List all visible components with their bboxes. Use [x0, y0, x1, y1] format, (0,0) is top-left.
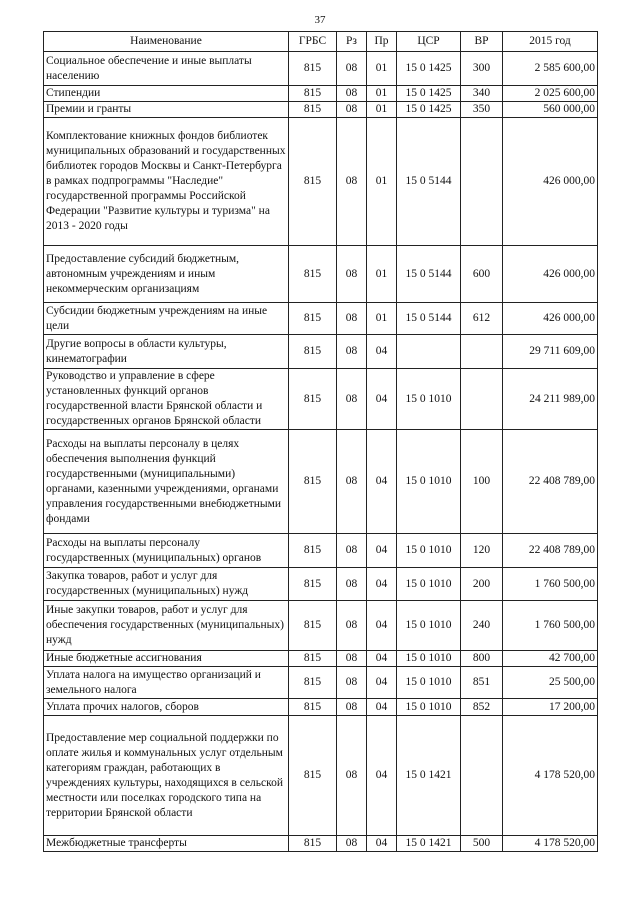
row-csr-cell: 15 0 1425	[397, 102, 461, 118]
page-number: 37	[314, 14, 326, 26]
row-csr-cell: 15 0 5144	[397, 303, 461, 335]
table-row	[44, 102, 598, 118]
row-sum-cell: 426 000,00	[503, 246, 598, 303]
row-grbs-cell: 815	[289, 303, 337, 335]
row-name-cell: Расходы на выплаты персоналу государственных (муниципальных) органов	[44, 534, 289, 568]
row-pr-cell: 01	[367, 118, 397, 246]
row-rz-cell: 08	[337, 246, 367, 303]
row-sum-cell: 42 700,00	[503, 651, 598, 667]
row-rz-cell: 08	[337, 335, 367, 369]
table-row	[44, 369, 598, 430]
table-row	[44, 86, 598, 102]
row-sum-cell: 2 025 600,00	[503, 86, 598, 102]
row-grbs-cell: 815	[289, 335, 337, 369]
row-vr-cell	[461, 369, 503, 430]
row-name-cell: Премии и гранты	[44, 102, 289, 118]
row-vr-cell: 120	[461, 534, 503, 568]
row-name-cell: Уплата налога на имущество организаций и земельного налога	[44, 667, 289, 699]
row-sum-cell: 4 178 520,00	[503, 716, 598, 836]
row-name-cell: Расходы на выплаты персоналу в целях обеспечения выполнения функций государственными (муниципальными) органами, казенными учреждениями, органами управления государственными внебюджетными фондами	[44, 430, 289, 534]
row-csr-cell: 15 0 1010	[397, 534, 461, 568]
row-rz-cell: 08	[337, 699, 367, 716]
row-vr-cell: 852	[461, 699, 503, 716]
table-row	[44, 601, 598, 651]
row-sum-cell: 1 760 500,00	[503, 568, 598, 601]
row-sum-cell: 22 408 789,00	[503, 430, 598, 534]
row-pr-cell: 01	[367, 246, 397, 303]
row-vr-cell	[461, 335, 503, 369]
row-rz-cell: 08	[337, 303, 367, 335]
row-vr-cell: 500	[461, 836, 503, 852]
row-vr-cell: 600	[461, 246, 503, 303]
row-sum-cell: 24 211 989,00	[503, 369, 598, 430]
row-grbs-cell: 815	[289, 102, 337, 118]
row-pr-cell: 01	[367, 303, 397, 335]
row-name-cell: Другие вопросы в области культуры, кинематографии	[44, 335, 289, 369]
row-vr-cell: 100	[461, 430, 503, 534]
row-pr-cell: 04	[367, 699, 397, 716]
row-csr-cell: 15 0 1421	[397, 836, 461, 852]
row-pr-cell: 04	[367, 568, 397, 601]
row-sum-cell: 1 760 500,00	[503, 601, 598, 651]
row-csr-cell: 15 0 1010	[397, 699, 461, 716]
table-row	[44, 568, 598, 601]
row-csr-cell: 15 0 5144	[397, 118, 461, 246]
row-csr-cell	[397, 335, 461, 369]
row-pr-cell: 04	[367, 369, 397, 430]
row-vr-cell: 300	[461, 52, 503, 86]
row-name-cell: Иные бюджетные ассигнования	[44, 651, 289, 667]
row-rz-cell: 08	[337, 836, 367, 852]
row-sum-cell: 426 000,00	[503, 303, 598, 335]
row-grbs-cell: 815	[289, 716, 337, 836]
row-pr-cell: 04	[367, 335, 397, 369]
row-pr-cell: 01	[367, 102, 397, 118]
row-name-cell: Стипендии	[44, 86, 289, 102]
row-name-cell: Межбюджетные трансферты	[44, 836, 289, 852]
row-pr-cell: 01	[367, 86, 397, 102]
row-sum-cell: 426 000,00	[503, 118, 598, 246]
row-rz-cell: 08	[337, 369, 367, 430]
table-row	[44, 303, 598, 335]
row-sum-cell: 4 178 520,00	[503, 836, 598, 852]
header-rz: Рз	[337, 32, 367, 52]
row-grbs-cell: 815	[289, 601, 337, 651]
table-row	[44, 534, 598, 568]
row-rz-cell: 08	[337, 716, 367, 836]
row-vr-cell: 350	[461, 102, 503, 118]
table-row	[44, 716, 598, 836]
row-grbs-cell: 815	[289, 430, 337, 534]
row-rz-cell: 08	[337, 601, 367, 651]
row-csr-cell: 15 0 1010	[397, 667, 461, 699]
row-rz-cell: 08	[337, 651, 367, 667]
row-name-cell: Иные закупки товаров, работ и услуг для обеспечения государственных (муниципальных) нужд	[44, 601, 289, 651]
row-csr-cell: 15 0 1010	[397, 430, 461, 534]
row-pr-cell: 04	[367, 836, 397, 852]
row-rz-cell: 08	[337, 534, 367, 568]
row-vr-cell: 612	[461, 303, 503, 335]
header-name: Наименование	[44, 32, 289, 52]
row-vr-cell: 240	[461, 601, 503, 651]
row-rz-cell: 08	[337, 568, 367, 601]
row-rz-cell: 08	[337, 86, 367, 102]
row-name-cell: Уплата прочих налогов, сборов	[44, 699, 289, 716]
table-row	[44, 651, 598, 667]
row-grbs-cell: 815	[289, 568, 337, 601]
row-sum-cell: 560 000,00	[503, 102, 598, 118]
table-row	[44, 52, 598, 86]
table-row	[44, 836, 598, 852]
row-pr-cell: 04	[367, 716, 397, 836]
row-grbs-cell: 815	[289, 52, 337, 86]
table-row	[44, 335, 598, 369]
row-grbs-cell: 815	[289, 246, 337, 303]
row-pr-cell: 04	[367, 667, 397, 699]
row-name-cell: Предоставление субсидий бюджетным, автономным учреждениям и иным некоммерческим организациям	[44, 246, 289, 303]
table-header-row	[44, 32, 598, 52]
row-csr-cell: 15 0 1421	[397, 716, 461, 836]
row-pr-cell: 01	[367, 52, 397, 86]
row-grbs-cell: 815	[289, 86, 337, 102]
row-vr-cell: 200	[461, 568, 503, 601]
row-name-cell: Руководство и управление в сфере установленных функций органов государственной власти Брянской области и государственных органов Брянской области	[44, 369, 289, 430]
row-csr-cell: 15 0 1010	[397, 568, 461, 601]
table-row	[44, 667, 598, 699]
row-pr-cell: 04	[367, 534, 397, 568]
header-grbs: ГРБС	[289, 32, 337, 52]
table-row	[44, 118, 598, 246]
row-csr-cell: 15 0 5144	[397, 246, 461, 303]
row-name-cell: Субсидии бюджетным учреждениям на иные цели	[44, 303, 289, 335]
row-rz-cell: 08	[337, 52, 367, 86]
row-vr-cell: 340	[461, 86, 503, 102]
row-vr-cell: 851	[461, 667, 503, 699]
header-pr: Пр	[367, 32, 397, 52]
row-csr-cell: 15 0 1425	[397, 86, 461, 102]
row-pr-cell: 04	[367, 601, 397, 651]
row-csr-cell: 15 0 1010	[397, 601, 461, 651]
row-pr-cell: 04	[367, 651, 397, 667]
table-row	[44, 246, 598, 303]
row-grbs-cell: 815	[289, 534, 337, 568]
row-vr-cell	[461, 716, 503, 836]
row-grbs-cell: 815	[289, 667, 337, 699]
row-rz-cell: 08	[337, 102, 367, 118]
row-grbs-cell: 815	[289, 651, 337, 667]
row-rz-cell: 08	[337, 430, 367, 534]
table-row	[44, 430, 598, 534]
row-name-cell: Комплектование книжных фондов библиотек муниципальных образований и государственных библиотек городов Москвы и Санкт-Петербурга в рамках подпрограммы "Наследие" государственной программы Российской Федерации "Развитие культуры и туризма" на 2013 - 2020 годы	[44, 118, 289, 246]
row-sum-cell: 22 408 789,00	[503, 534, 598, 568]
row-sum-cell: 25 500,00	[503, 667, 598, 699]
row-rz-cell: 08	[337, 667, 367, 699]
row-rz-cell: 08	[337, 118, 367, 246]
row-grbs-cell: 815	[289, 836, 337, 852]
row-name-cell: Закупка товаров, работ и услуг для государственных (муниципальных) нужд	[44, 568, 289, 601]
row-grbs-cell: 815	[289, 118, 337, 246]
header-vr: ВР	[461, 32, 503, 52]
row-name-cell: Предоставление мер социальной поддержки по оплате жилья и коммунальных услуг отдельным категориям граждан, работающих в учреждениях культуры, находящихся в сельской местности или поселках городского типа на территории Брянской области	[44, 716, 289, 836]
row-sum-cell: 2 585 600,00	[503, 52, 598, 86]
row-sum-cell: 17 200,00	[503, 699, 598, 716]
row-vr-cell	[461, 118, 503, 246]
row-sum-cell: 29 711 609,00	[503, 335, 598, 369]
header-csr: ЦСР	[397, 32, 461, 52]
table-row	[44, 699, 598, 716]
row-grbs-cell: 815	[289, 699, 337, 716]
row-grbs-cell: 815	[289, 369, 337, 430]
header-year: 2015 год	[503, 32, 598, 52]
row-name-cell: Социальное обеспечение и иные выплаты населению	[44, 52, 289, 86]
row-csr-cell: 15 0 1010	[397, 651, 461, 667]
row-csr-cell: 15 0 1010	[397, 369, 461, 430]
row-vr-cell: 800	[461, 651, 503, 667]
budget-table	[43, 31, 598, 852]
table-body	[44, 52, 598, 852]
row-pr-cell: 04	[367, 430, 397, 534]
row-csr-cell: 15 0 1425	[397, 52, 461, 86]
